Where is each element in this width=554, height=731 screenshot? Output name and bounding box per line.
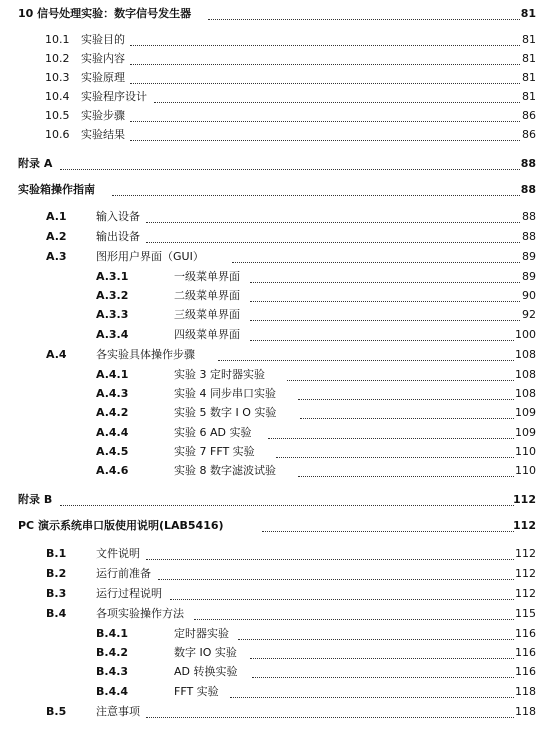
toc-entry-page-number: 88 bbox=[520, 157, 536, 170]
toc-entry-number: A.4 bbox=[46, 348, 67, 361]
toc-entry-title: 实验 8 数字滤波试验 bbox=[174, 464, 276, 477]
toc-entry[interactable] bbox=[0, 625, 554, 643]
dot-leader bbox=[250, 658, 514, 659]
toc-entry-number: A.4.3 bbox=[96, 387, 129, 400]
toc-entry-title: 附录 A bbox=[18, 157, 53, 170]
toc-entry-title: 二级菜单界面 bbox=[174, 289, 240, 302]
toc-entry-title: 各项实验操作方法 bbox=[96, 607, 184, 620]
toc-entry-number: B.4 bbox=[46, 607, 67, 620]
toc-entry-page-number: 116 bbox=[515, 627, 536, 640]
toc-entry-page-number: 100 bbox=[515, 328, 536, 341]
toc-entry[interactable] bbox=[0, 69, 554, 87]
toc-entry-title: 10 信号处理实验：数字信号发生器 bbox=[18, 7, 192, 20]
toc-entry-number: B.2 bbox=[46, 567, 67, 580]
dot-leader bbox=[158, 579, 514, 580]
toc-entry-number: B.5 bbox=[46, 705, 67, 718]
toc-entry-number: A.4.6 bbox=[96, 464, 129, 477]
toc-entry-number: 10.5 bbox=[45, 109, 70, 122]
dot-leader bbox=[146, 717, 514, 718]
toc-entry-number: B.4.2 bbox=[96, 646, 129, 659]
toc-entry[interactable] bbox=[0, 404, 554, 422]
toc-entry-number: 10.1 bbox=[45, 33, 70, 46]
toc-entry[interactable] bbox=[0, 208, 554, 226]
toc-entry-title: 各实验具体操作步骤 bbox=[96, 348, 195, 361]
toc-entry-page-number: 115 bbox=[515, 607, 536, 620]
toc-entry-number: A.4.5 bbox=[96, 445, 129, 458]
toc-entry-page-number: 109 bbox=[515, 426, 536, 439]
toc-entry[interactable] bbox=[0, 31, 554, 49]
toc-entry-title: 文件说明 bbox=[96, 547, 140, 560]
toc-entry-title: 实验 4 同步串口实验 bbox=[174, 387, 276, 400]
toc-entry[interactable] bbox=[0, 585, 554, 603]
toc-entry-page-number: 88 bbox=[520, 183, 536, 196]
toc-entry[interactable] bbox=[0, 605, 554, 623]
dot-leader bbox=[298, 476, 514, 477]
toc-entry[interactable] bbox=[0, 268, 554, 286]
toc-entry-title: 实验内容 bbox=[81, 52, 125, 65]
toc-entry[interactable] bbox=[0, 366, 554, 384]
toc-entry-title: 一级菜单界面 bbox=[174, 270, 240, 283]
toc-entry[interactable] bbox=[0, 443, 554, 461]
toc-entry-page-number: 112 bbox=[515, 547, 536, 560]
toc-entry[interactable] bbox=[0, 287, 554, 305]
dot-leader bbox=[130, 140, 520, 141]
toc-entry-title: 实验 3 定时器实验 bbox=[174, 368, 265, 381]
toc-entry-page-number: 116 bbox=[515, 665, 536, 678]
dot-leader bbox=[60, 169, 520, 170]
toc-entry-page-number: 108 bbox=[515, 368, 536, 381]
toc-entry-page-number: 90 bbox=[522, 289, 536, 302]
toc-entry-title: 实验 6 AD 实验 bbox=[174, 426, 252, 439]
toc-entry-title: 实验程序设计 bbox=[81, 90, 147, 103]
dot-leader bbox=[194, 619, 514, 620]
toc-entry-page-number: 112 bbox=[515, 587, 536, 600]
toc-entry-title: 运行过程说明 bbox=[96, 587, 162, 600]
dot-leader bbox=[252, 677, 514, 678]
toc-entry-page-number: 88 bbox=[522, 210, 536, 223]
toc-entry-page-number: 112 bbox=[513, 493, 536, 506]
toc-entry[interactable] bbox=[0, 517, 554, 535]
toc-entry[interactable] bbox=[0, 703, 554, 721]
dot-leader bbox=[262, 531, 514, 532]
toc-entry-number: B.4.1 bbox=[96, 627, 129, 640]
toc-entry[interactable] bbox=[0, 181, 554, 199]
toc-entry-title: 附录 B bbox=[18, 493, 53, 506]
toc-entry-number: 10.4 bbox=[45, 90, 70, 103]
toc-entry-page-number: 89 bbox=[522, 270, 536, 283]
toc-entry[interactable] bbox=[0, 5, 554, 23]
dot-leader bbox=[250, 340, 514, 341]
toc-entry-page-number: 81 bbox=[522, 52, 536, 65]
toc-entry[interactable] bbox=[0, 424, 554, 442]
toc-entry-title: 四级菜单界面 bbox=[174, 328, 240, 341]
toc-entry[interactable] bbox=[0, 663, 554, 681]
toc-entry-number: A.3.3 bbox=[96, 308, 129, 321]
toc-entry[interactable] bbox=[0, 155, 554, 173]
dot-leader bbox=[287, 380, 514, 381]
dot-leader bbox=[208, 19, 520, 20]
toc-entry-number: A.3.2 bbox=[96, 289, 129, 302]
toc-entry-title: 定时器实验 bbox=[174, 627, 229, 640]
toc-entry-page-number: 110 bbox=[515, 445, 536, 458]
toc-entry-page-number: 108 bbox=[515, 387, 536, 400]
toc-entry-title: 输入设备 bbox=[96, 210, 140, 223]
toc-entry-title: 注意事项 bbox=[96, 705, 140, 718]
toc-entry-number: A.2 bbox=[46, 230, 67, 243]
toc-entry-page-number: 81 bbox=[520, 7, 536, 20]
toc-entry-number: A.3.4 bbox=[96, 328, 129, 341]
toc-entry-page-number: 116 bbox=[515, 646, 536, 659]
toc-entry-number: 10.6 bbox=[45, 128, 70, 141]
toc-entry-number: B.3 bbox=[46, 587, 67, 600]
dot-leader bbox=[250, 301, 520, 302]
toc-entry[interactable] bbox=[0, 248, 554, 266]
toc-entry-number: B.4.4 bbox=[96, 685, 129, 698]
toc-entry-title: 实验 5 数字 I O 实验 bbox=[174, 406, 277, 419]
toc-entry-number: A.3 bbox=[46, 250, 67, 263]
dot-leader bbox=[268, 438, 514, 439]
toc-entry[interactable] bbox=[0, 545, 554, 563]
toc-entry-page-number: 118 bbox=[515, 705, 536, 718]
toc-entry-page-number: 89 bbox=[522, 250, 536, 263]
toc-entry-page-number: 81 bbox=[522, 71, 536, 84]
toc-entry-title: FFT 实验 bbox=[174, 685, 219, 698]
toc-entry-title: 图形用户界面（GUI） bbox=[96, 250, 204, 263]
toc-entry-title: 运行前准备 bbox=[96, 567, 151, 580]
dot-leader bbox=[250, 320, 520, 321]
toc-entry[interactable] bbox=[0, 50, 554, 68]
toc-entry-number: B.1 bbox=[46, 547, 67, 560]
toc-entry-page-number: 86 bbox=[522, 128, 536, 141]
toc-entry-number: B.4.3 bbox=[96, 665, 129, 678]
toc-entry-number: A.4.2 bbox=[96, 406, 129, 419]
toc-entry-title: AD 转换实验 bbox=[174, 665, 238, 678]
dot-leader bbox=[130, 45, 520, 46]
dot-leader bbox=[154, 102, 520, 103]
dot-leader bbox=[170, 599, 514, 600]
toc-entry-page-number: 86 bbox=[522, 109, 536, 122]
toc-entry[interactable] bbox=[0, 644, 554, 662]
toc-entry[interactable] bbox=[0, 683, 554, 701]
dot-leader bbox=[60, 505, 514, 506]
dot-leader bbox=[232, 262, 520, 263]
dot-leader bbox=[230, 697, 514, 698]
toc-entry[interactable] bbox=[0, 385, 554, 403]
toc-entry-number: A.1 bbox=[46, 210, 67, 223]
toc-entry-title: 实验结果 bbox=[81, 128, 125, 141]
dot-leader bbox=[146, 559, 514, 560]
dot-leader bbox=[112, 195, 520, 196]
toc-entry[interactable] bbox=[0, 228, 554, 246]
toc-entry[interactable] bbox=[0, 88, 554, 106]
toc-entry-title: 实验步骤 bbox=[81, 109, 125, 122]
dot-leader bbox=[130, 121, 520, 122]
toc-entry-title: 实验箱操作指南 bbox=[18, 183, 95, 196]
toc-entry-number: 10.3 bbox=[45, 71, 70, 84]
toc-entry-title: 实验目的 bbox=[81, 33, 125, 46]
dot-leader bbox=[300, 418, 514, 419]
toc-entry-title: 实验 7 FFT 实验 bbox=[174, 445, 255, 458]
dot-leader bbox=[130, 83, 520, 84]
toc-entry-title: 三级菜单界面 bbox=[174, 308, 240, 321]
toc-entry-page-number: 112 bbox=[513, 519, 536, 532]
toc-entry[interactable] bbox=[0, 346, 554, 364]
dot-leader bbox=[146, 242, 520, 243]
toc-entry-page-number: 88 bbox=[522, 230, 536, 243]
toc-entry-title: 输出设备 bbox=[96, 230, 140, 243]
dot-leader bbox=[238, 639, 514, 640]
toc-entry[interactable] bbox=[0, 126, 554, 144]
toc-entry[interactable] bbox=[0, 107, 554, 125]
toc-entry-page-number: 108 bbox=[515, 348, 536, 361]
toc-entry-page-number: 112 bbox=[515, 567, 536, 580]
toc-entry-page-number: 109 bbox=[515, 406, 536, 419]
dot-leader bbox=[146, 222, 520, 223]
toc-entry-title: 实验原理 bbox=[81, 71, 125, 84]
toc-entry-title: PC 演示系统串口版使用说明(LAB5416) bbox=[18, 519, 224, 532]
toc-entry-page-number: 92 bbox=[522, 308, 536, 321]
toc-entry-page-number: 81 bbox=[522, 90, 536, 103]
toc-entry[interactable] bbox=[0, 326, 554, 344]
toc-entry-title: 数字 IO 实验 bbox=[174, 646, 237, 659]
toc-entry-page-number: 110 bbox=[515, 464, 536, 477]
toc-entry-number: A.3.1 bbox=[96, 270, 129, 283]
toc-entry-number: A.4.1 bbox=[96, 368, 129, 381]
toc-entry[interactable] bbox=[0, 306, 554, 324]
toc-entry[interactable] bbox=[0, 462, 554, 480]
toc-entry[interactable] bbox=[0, 565, 554, 583]
toc-entry-number: 10.2 bbox=[45, 52, 70, 65]
dot-leader bbox=[276, 457, 514, 458]
toc-entry-number: A.4.4 bbox=[96, 426, 129, 439]
dot-leader bbox=[298, 399, 514, 400]
dot-leader bbox=[250, 282, 520, 283]
toc-entry-page-number: 81 bbox=[522, 33, 536, 46]
dot-leader bbox=[218, 360, 514, 361]
toc-entry[interactable] bbox=[0, 491, 554, 509]
dot-leader bbox=[130, 64, 520, 65]
toc-entry-page-number: 118 bbox=[515, 685, 536, 698]
